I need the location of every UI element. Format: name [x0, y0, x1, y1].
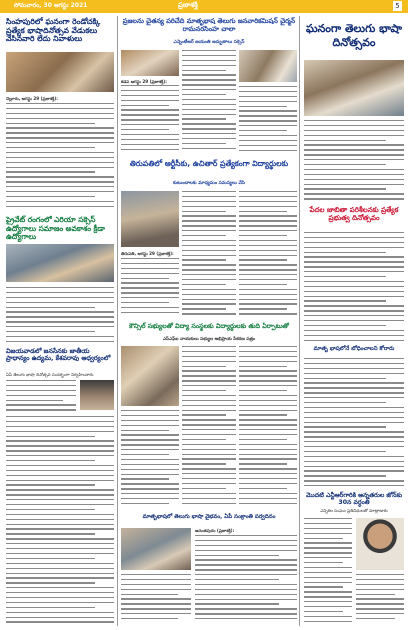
article-text [182, 346, 236, 510]
headline-right-title: ఘనంగా తెలుగు భాషా దినోత్సవం [306, 22, 402, 50]
headline-center-low: కౌన్సిల్ సభ్యులతో విద్యా సంస్థలకు విద్యార్థులకు తుది ఏర్పాటుతో [129, 322, 289, 330]
headline-right-small: మాతృ భాషలోనే బోధించాలని కోరారు [313, 346, 395, 352]
byline: అనంతపురం (ప్రజాశక్తి): [195, 528, 235, 533]
headline-center-mid: తిరుపతిలో ఆర్టీసీకు, ఉచితార్ ప్రత్యేకంగా విద్యార్థులకు [129, 159, 289, 168]
article-text [6, 287, 114, 345]
subheadline-center-mid: కుటుంబాలకు మాధ్యమం సమస్యలు వేసి [173, 181, 245, 186]
article-text [304, 232, 404, 342]
article-text [239, 191, 297, 319]
headline-right-mid: పేదల జాబితా పరిశీలనకు ప్రత్యేక ప్రభుత్వ దినోత్సవం [309, 206, 399, 223]
article-text [6, 103, 114, 213]
headline-left-mid: ప్రైవేట్ రంగంలో ఎరియా సక్సెస్ ఉద్యోగాలు సమాజం అవకాశం క్రీడా ఉద్యోగాలు [6, 215, 105, 242]
photo-protest [121, 346, 179, 406]
subheadline: ఏపీ తెలుగు భాషా దినోత్సవ సందర్భంగా నిర్వహించారు [6, 372, 94, 377]
article-text [304, 120, 404, 202]
article-text [239, 346, 297, 510]
article-text [304, 518, 352, 626]
article-text [182, 50, 236, 155]
photo-gathering [239, 50, 297, 82]
subheadline-center-low: ఎస్ఎఫ్ఐ నాయకులు సభ్యుల అభిప్రాయ సేకరణ పత్రం [162, 337, 256, 342]
headline-bottom-center: మాతృభాషలో తెలుగు భాషా వైభవం, ఏపీ సంక్రాంతి పర్వదినం [142, 514, 276, 520]
photo-ntr-portrait [356, 518, 404, 570]
column-divider [299, 16, 300, 626]
byline: తిరుపతి, ఆగస్టు 29 (ప్రజాశక్తి): [121, 251, 174, 256]
article-text [356, 574, 404, 626]
masthead-date: సోమవారం, 30 ఆగస్టు 2021 [14, 2, 88, 9]
article-text [304, 358, 404, 488]
page-number: 5 [393, 1, 402, 11]
article-text [121, 258, 179, 318]
subheadline-center-top: ఎన్నెంటీఆర్ జయంతి అద్భుతాలు సక్సెస్ [173, 40, 245, 45]
photo-portrait [80, 380, 114, 410]
byline: నెల్లూరు, ఆగస్టు 29 (ప్రజాశక్తి): [6, 96, 58, 101]
article-text [121, 574, 191, 626]
masthead-title: ప్రజాశక్తి [178, 1, 198, 9]
article-text [239, 86, 297, 155]
photo-students [121, 191, 179, 247]
headline-left-top: సింహపురిలో ఘనంగా రెండోచక్కి ప్రత్యేక భాషాదినోత్సవ వేడుకలు వేసినవారి లేదు నివాళులు [6, 17, 101, 44]
article-text [6, 416, 114, 626]
column-divider [117, 16, 118, 626]
article-text [6, 380, 76, 412]
article-text [195, 535, 297, 626]
photo-bottom [121, 528, 191, 570]
masthead-bar [0, 0, 408, 13]
headline-left-low: విజయవాడలో జనసేనకు జాతీయ ప్రాధాన్యం ఉద్యమ, కేశవరావు ఆధ్వర్యంలో [6, 347, 111, 363]
article-text [121, 85, 179, 155]
article-text [182, 191, 236, 319]
photo-meeting [6, 244, 114, 282]
headline-center-top: ప్రజలను చైతన్య పరిచేది మాతృభాష తెలుగు జనవారికమిషన్ చైర్మన్ రామనరసింహ చాలా [122, 17, 296, 33]
photo-celebration [304, 60, 404, 116]
photo-event [121, 50, 179, 76]
byline: కడప ఆగస్టు 29 (ప్రజాశక్తి): [121, 79, 167, 84]
photo-ceremony [6, 52, 114, 92]
article-text [121, 410, 179, 510]
subheadline-right-bottom: ఎన్నికల సంఘం ప్రతినిధులతో మాట్లాడారు [320, 508, 388, 513]
headline-right-bottom: మొదటి ఎన్టీఆర్‌గారికి అన్నతరుల జోన్‌కు 30న వర్ధంతి [306, 492, 402, 507]
